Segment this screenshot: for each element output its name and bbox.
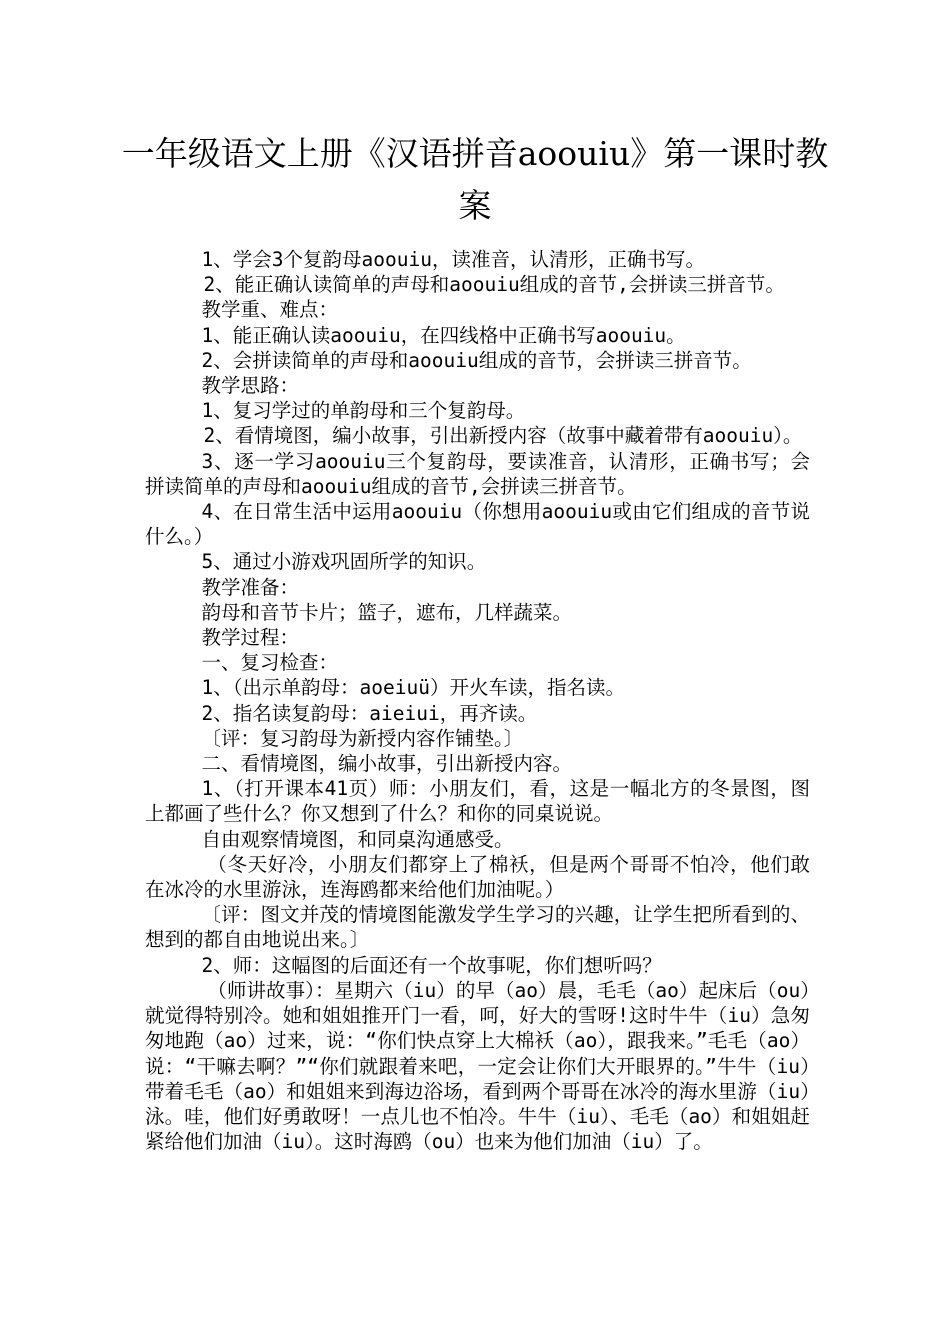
paragraph: 4、在日常生活中运用aoouiu（你想用aoouiu或由它们组成的音节说什么。）	[145, 500, 810, 549]
paragraph: 自由观察情境图，和同桌沟通感受。	[201, 827, 514, 851]
document-title: 一年级语文上册《汉语拼音aoouiu》第一课时教案	[121, 134, 829, 225]
paragraph: 教学过程：	[201, 626, 300, 650]
paragraph: 2、会拼读简单的声母和aoouiu组成的音节，会拼读三拼音节。	[201, 348, 752, 372]
paragraph: 2、指名读复韵母：aieiui，再齐读。	[201, 701, 538, 725]
paragraph: 1、能正确认读aoouiu，在四线格中正确书写aoouiu。	[201, 323, 686, 347]
paragraph: （师讲故事）：星期六（iu）的早（ao）晨，毛毛（ao）起床后（ou）就觉得特别冷。她和姐姐推开门一看，呵，好大的雪呀!这时牛牛（iu）急匆匆地跑（ao）过来，说：“你们快点穿上大棉袄（ao），跟我来。”毛毛（ao）说：“干嘛去啊？”“你们就跟着来吧，一定会让你们大开眼界的。”牛牛（iu）带着毛毛（ao）和姐姐来到海边浴场，看到两个哥哥在冰冷的海水里游（iu）泳。哇，他们好勇敢呀！一点儿也不怕冷。牛牛（iu）、毛毛（ao）和姐姐赶紧给他们加油（iu）。这时海鸥（ou）也来为他们加油（iu）了。	[145, 978, 810, 1154]
paragraph: 3、逐一学习aoouiu三个复韵母，要读准音，认清形，正确书写；会拼读简单的声母和aoouiu组成的音节,会拼读三拼音节。	[145, 449, 810, 498]
paragraph: 2、能正确认读简单的声母和aoouiu组成的音节,会拼读三拼音节。	[203, 273, 785, 297]
paragraph: 韵母和音节卡片；篮子，遮布，几样蔬菜。	[201, 600, 573, 624]
document-body	[145, 247, 810, 1154]
paragraph: 2、看情境图，编小故事，引出新授内容（故事中藏着带有aoouiu）。	[203, 424, 803, 448]
paragraph: 教学思路：	[201, 374, 300, 398]
paragraph: 〔评：复习韵母为新授内容作铺垫。〕	[201, 726, 524, 750]
paragraph: 教学准备：	[201, 575, 300, 599]
paragraph: 教学重、难点：	[201, 298, 339, 322]
paragraph: 1、（出示单韵母：aoeiuü）开火车读，指名读。	[201, 676, 625, 700]
paragraph: 2、师：这幅图的后面还有一个故事呢，你们想听吗？	[201, 953, 662, 977]
paragraph: 二、看情境图，编小故事，引出新授内容。	[201, 752, 573, 776]
paragraph: （冬天好冷，小朋友们都穿上了棉袄，但是两个哥哥不怕冷，他们敢在冰冷的水里游泳，连海鸥都来给他们加油呢。）	[145, 852, 810, 902]
paragraph: 5、通过小游戏巩固所学的知识。	[201, 550, 487, 574]
paragraph: 〔评：图文并茂的情境图能激发学生学习的兴趣，让学生把所看到的、想到的都自由地说出来。〕	[145, 903, 810, 952]
paragraph: 1、复习学过的单韵母和三个复韵母。	[201, 399, 526, 423]
paragraph: 1、（打开课本41页）师：小朋友们，看，这是一幅北方的冬景图，图上都画了些什么？你又想到了什么？和你的同桌说说。	[145, 777, 810, 826]
paragraph: 一、复习检查：	[201, 651, 339, 675]
paragraph: 1、学会3个复韵母aoouiu，读准音，认清形，正确书写。	[201, 248, 705, 271]
